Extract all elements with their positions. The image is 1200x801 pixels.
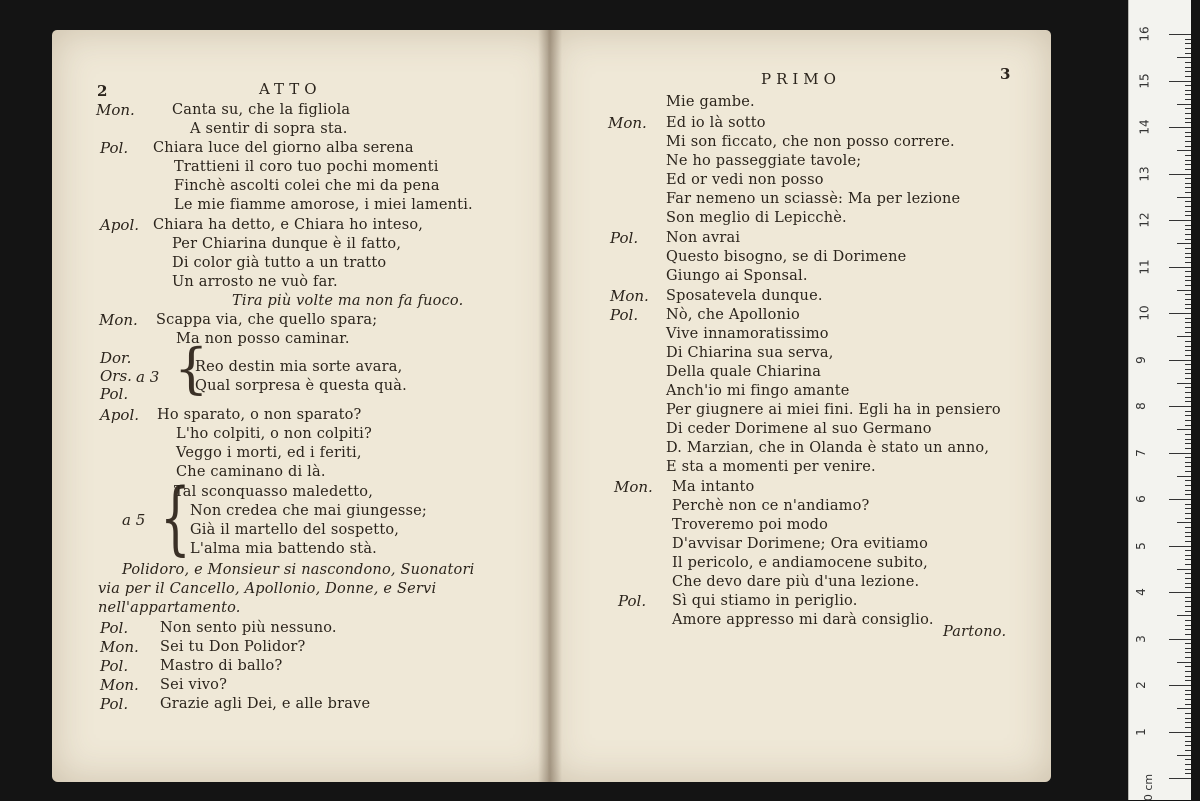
ruler-tick	[1185, 341, 1191, 342]
ruler-tick	[1185, 643, 1191, 644]
ruler-tick	[1185, 248, 1191, 249]
stage-direction: Tira più volte ma non fa fuoco.	[232, 293, 464, 309]
ruler-tick	[1177, 615, 1191, 616]
ruler-tick	[1185, 485, 1191, 486]
ruler-tick	[1185, 397, 1191, 398]
exit-direction: Partono.	[943, 624, 1007, 640]
ruler-tick	[1185, 276, 1191, 277]
ruler-tick	[1185, 76, 1191, 77]
ruler-tick	[1169, 127, 1191, 128]
verse-line: Sposatevela dunque.	[666, 288, 823, 304]
ruler-tick	[1185, 169, 1191, 170]
speaker: Apol.	[100, 406, 140, 424]
ruler-tick	[1185, 490, 1191, 491]
ruler-tick	[1185, 601, 1191, 602]
ruler-tick	[1169, 267, 1191, 268]
ruler-tick	[1185, 769, 1191, 770]
stage-direction: Polidoro, e Monsieur si nascondono, Suonatori	[122, 562, 475, 578]
ruler-tick	[1185, 508, 1191, 509]
left-page-number: 2	[97, 82, 108, 100]
ruler-number: 6	[1133, 495, 1148, 503]
ruler-tick	[1185, 699, 1191, 700]
ruler-tick	[1185, 494, 1191, 495]
ruler-tick	[1169, 34, 1191, 35]
right-page	[548, 30, 1051, 782]
ruler-tick	[1185, 253, 1191, 254]
ruler-tick	[1185, 94, 1191, 95]
verse-line: L'ho colpiti, o non colpiti?	[176, 426, 372, 442]
verse-line: Amore appresso mi darà consiglio.	[672, 612, 934, 628]
ensemble-label: a 3	[136, 368, 160, 386]
ruler-tick	[1185, 332, 1191, 333]
ruler-tick	[1185, 257, 1191, 258]
ruler-number: 8	[1133, 402, 1148, 410]
ruler-tick	[1185, 555, 1191, 556]
ruler-tick	[1185, 439, 1191, 440]
verse-line: Reo destin mia sorte avara,	[195, 359, 403, 375]
verse-line: Il pericolo, e andiamocene subito,	[672, 555, 928, 571]
ruler-number: 16	[1137, 26, 1152, 42]
ruler-tick	[1185, 620, 1191, 621]
ruler-tick	[1185, 480, 1191, 481]
verse-line: Sì qui stiamo in periglio.	[672, 593, 858, 609]
ruler-tick	[1169, 313, 1191, 314]
ruler-tick	[1185, 415, 1191, 416]
ruler-tick	[1185, 694, 1191, 695]
ensemble-label: a 5	[122, 511, 146, 529]
verse-line: Che caminano di là.	[176, 464, 326, 480]
ruler-tick	[1185, 67, 1191, 68]
ruler-tick	[1185, 378, 1191, 379]
ruler-tick	[1185, 206, 1191, 207]
ruler-tick	[1169, 406, 1191, 407]
verse-line: Per giugnere ai miei fini. Egli ha in pensiero	[666, 402, 1001, 418]
verse-line: Di ceder Dorimene al suo Germano	[666, 421, 932, 437]
verse-line: D. Marzian, che in Olanda è stato un anno,	[666, 440, 990, 456]
verse-line: Non credea che mai giungesse;	[190, 503, 428, 519]
ruler-tick	[1185, 420, 1191, 421]
ruler-number: 4	[1133, 588, 1148, 596]
ruler-tick	[1185, 53, 1191, 54]
ruler-tick	[1185, 164, 1191, 165]
ruler-tick	[1169, 81, 1191, 82]
ruler-tick	[1185, 350, 1191, 351]
verse-line: Di color già tutto a un tratto	[172, 255, 387, 271]
ruler-tick	[1169, 685, 1191, 686]
ruler-tick	[1185, 564, 1191, 565]
ruler-tick	[1185, 773, 1191, 774]
speaker: Mon.	[100, 676, 139, 694]
speaker: Pol.	[100, 139, 129, 157]
ruler-tick	[1177, 662, 1191, 663]
ruler-tick	[1185, 118, 1191, 119]
ruler-tick	[1185, 666, 1191, 667]
ruler-tick	[1185, 745, 1191, 746]
ruler-tick	[1185, 113, 1191, 114]
ruler-tick	[1185, 690, 1191, 691]
verse-line: Son meglio di Lepicchè.	[666, 210, 847, 226]
ruler-tick	[1185, 434, 1191, 435]
verse-line: Vive innamoratissimo	[666, 326, 829, 342]
ruler-tick	[1177, 522, 1191, 523]
verse-line: Per Chiarina dunque è il fatto,	[172, 236, 402, 252]
verse-line: D'avvisar Dorimene; Ora evitiamo	[672, 536, 929, 552]
ruler-tick	[1185, 764, 1191, 765]
ruler-tick	[1185, 676, 1191, 677]
verse-line: Tal sconquasso maledetto,	[174, 484, 374, 500]
ruler-tick	[1169, 499, 1191, 500]
ruler-tick	[1169, 639, 1191, 640]
ruler-tick	[1185, 155, 1191, 156]
ruler-tick	[1185, 183, 1191, 184]
verse-line: Perchè non ce n'andiamo?	[672, 498, 870, 514]
ruler-tick	[1185, 132, 1191, 133]
brace: {	[160, 471, 191, 564]
ruler-number: 11	[1137, 258, 1152, 275]
ruler-tick	[1185, 671, 1191, 672]
ruler-tick	[1185, 304, 1191, 305]
ruler-tick	[1177, 755, 1191, 756]
left-page-header: ATTO	[259, 80, 322, 98]
speaker: Mon.	[614, 478, 653, 496]
speaker: Pol.	[100, 657, 129, 675]
ruler-tick	[1185, 211, 1191, 212]
ruler-tick	[1185, 39, 1191, 40]
ruler-tick	[1177, 243, 1191, 244]
right-page-number: 3	[1000, 65, 1011, 83]
ruler-tick	[1185, 99, 1191, 100]
verse-line: Non sento più nessuno.	[160, 620, 337, 636]
ruler-number: 14	[1137, 119, 1152, 135]
ruler-number: 5	[1133, 541, 1148, 550]
verse-line: Anch'io mi fingo amante	[666, 383, 850, 399]
verse-line: Nò, che Apollonio	[666, 307, 800, 323]
ruler-tick	[1185, 727, 1191, 728]
ruler-tick	[1185, 704, 1191, 705]
ruler-tick	[1185, 583, 1191, 584]
verse-line: Scappa via, che quello spara;	[156, 312, 378, 328]
ruler-tick	[1185, 327, 1191, 328]
ruler-tick	[1169, 546, 1191, 547]
speaker: Pol.	[618, 592, 647, 610]
ruler-tick	[1185, 466, 1191, 467]
ruler-tick	[1185, 559, 1191, 560]
ruler-tick	[1185, 234, 1191, 235]
ruler-tick	[1185, 657, 1191, 658]
ruler-tick	[1185, 239, 1191, 240]
ruler-tick	[1185, 718, 1191, 719]
ruler-tick	[1185, 587, 1191, 588]
speaker: Mon.	[610, 287, 649, 305]
ruler-tick	[1185, 611, 1191, 612]
ruler-tick	[1177, 57, 1191, 58]
speaker: Pol.	[100, 619, 129, 637]
ruler-tick	[1177, 197, 1191, 198]
ruler-tick	[1177, 708, 1191, 709]
ruler-tick	[1185, 536, 1191, 537]
ruler-tick	[1185, 448, 1191, 449]
ruler-tick	[1185, 369, 1191, 370]
ruler-tick	[1169, 778, 1191, 779]
ruler-tick	[1177, 104, 1191, 105]
verse-line: Non avrai	[666, 230, 741, 246]
ruler-tick	[1185, 285, 1191, 286]
ruler-tick	[1185, 229, 1191, 230]
ruler-tick	[1185, 518, 1191, 519]
ruler-number: 10	[1137, 305, 1152, 321]
ruler-tick	[1185, 71, 1191, 72]
ruler-tick	[1177, 150, 1191, 151]
speaker: Apol.	[100, 216, 140, 234]
ruler-tick	[1169, 732, 1191, 733]
ruler-tick	[1185, 387, 1191, 388]
ruler-tick	[1185, 578, 1191, 579]
ruler-tick	[1185, 625, 1191, 626]
ruler-tick	[1185, 355, 1191, 356]
verse-line: L'alma mia battendo stà.	[190, 541, 377, 557]
verse-line: Ho sparato, o non sparato?	[157, 407, 362, 423]
ruler-number: 9	[1133, 355, 1148, 364]
ruler-tick	[1185, 48, 1191, 49]
ruler-tick	[1185, 225, 1191, 226]
ruler-tick	[1185, 85, 1191, 86]
ruler-tick	[1185, 215, 1191, 216]
ruler-tick	[1185, 364, 1191, 365]
verse-line: Ed or vedi non posso	[666, 172, 824, 188]
ruler-tick	[1185, 527, 1191, 528]
verse-line: Giungo ai Sponsal.	[666, 268, 808, 284]
verse-line: Finchè ascolti colei che mi da pena	[174, 178, 440, 194]
ruler-tick	[1185, 392, 1191, 393]
speaker: Mon.	[96, 101, 135, 119]
verse-line: Veggo i morti, ed i feriti,	[176, 445, 362, 461]
ruler-tick	[1169, 360, 1191, 361]
ruler-tick	[1185, 90, 1191, 91]
ruler-tick	[1185, 541, 1191, 542]
ruler-tick	[1185, 629, 1191, 630]
ruler-tick	[1185, 634, 1191, 635]
verse-line: Trattieni il coro tuo pochi momenti	[174, 159, 439, 175]
ruler-tick	[1185, 62, 1191, 63]
verse-line: Ma intanto	[672, 479, 755, 495]
verse-line: Troveremo poi modo	[672, 517, 829, 533]
ruler-number: 2	[1133, 681, 1148, 689]
verse-line: Della quale Chiarina	[666, 364, 822, 380]
verse-line: Un arrosto ne vuò far.	[172, 274, 338, 290]
ruler-tick	[1185, 146, 1191, 147]
speaker: Ors.	[100, 367, 132, 385]
ruler-tick	[1185, 308, 1191, 309]
ruler-tick	[1185, 736, 1191, 737]
ruler-tick	[1185, 373, 1191, 374]
ruler-tick	[1185, 462, 1191, 463]
stage-direction: nell'appartamento.	[98, 600, 241, 616]
ruler-tick	[1185, 43, 1191, 44]
ruler-tick	[1185, 652, 1191, 653]
verse-line: Mie gambe.	[666, 94, 755, 110]
ruler-tick	[1185, 322, 1191, 323]
ruler-tick	[1185, 750, 1191, 751]
ruler-tick	[1177, 476, 1191, 477]
speaker: Pol.	[610, 306, 639, 324]
ruler-tick	[1185, 532, 1191, 533]
ruler-number: 3	[1133, 634, 1148, 643]
ruler-tick	[1185, 299, 1191, 300]
ruler-tick	[1185, 713, 1191, 714]
ruler-tick	[1185, 141, 1191, 142]
ruler-tick	[1185, 471, 1191, 472]
ruler-number: 13	[1137, 165, 1152, 182]
ruler-tick	[1185, 680, 1191, 681]
speaker: Mon.	[100, 638, 139, 656]
ruler-tick	[1185, 573, 1191, 574]
speaker: Mon.	[99, 311, 138, 329]
verse-line: Che devo dare più d'una lezione.	[672, 574, 920, 590]
ruler-tick	[1185, 160, 1191, 161]
stage-direction: via per il Cancello, Apollonio, Donne, e Servi	[98, 581, 437, 597]
verse-line: Grazie agli Dei, e alle brave	[160, 696, 371, 712]
verse-line: Ne ho passeggiate tavole;	[666, 153, 862, 169]
ruler-tick	[1177, 290, 1191, 291]
speaker: Pol.	[100, 695, 129, 713]
speaker: Dor.	[100, 349, 132, 367]
ruler-tick	[1185, 280, 1191, 281]
speaker: Mon.	[608, 114, 647, 132]
ruler-tick	[1169, 174, 1191, 175]
speaker: Pol.	[610, 229, 639, 247]
measurement-ruler	[1128, 0, 1191, 800]
ruler-tick	[1185, 513, 1191, 514]
verse-line: Questo bisogno, se di Dorimene	[666, 249, 907, 265]
verse-line: Qual sorpresa è questa quà.	[195, 378, 407, 394]
verse-line: Di Chiarina sua serva,	[666, 345, 834, 361]
verse-line: Sei vivo?	[160, 677, 228, 693]
ruler-tick	[1185, 294, 1191, 295]
ruler-tick	[1169, 592, 1191, 593]
verse-line: Le mie fiamme amorose, i miei lamenti.	[174, 197, 473, 213]
verse-line: Già il martello del sospetto,	[190, 522, 400, 538]
verse-line: Sei tu Don Polidor?	[160, 639, 306, 655]
ruler-tick	[1169, 220, 1191, 221]
ruler-tick	[1185, 401, 1191, 402]
ruler-tick	[1185, 425, 1191, 426]
ruler-tick	[1185, 504, 1191, 505]
ruler-tick	[1185, 346, 1191, 347]
ruler-tick	[1185, 606, 1191, 607]
ruler-tick	[1185, 201, 1191, 202]
ruler-number: 7	[1133, 448, 1148, 457]
ruler-number: 1	[1133, 727, 1148, 736]
ruler-tick	[1177, 429, 1191, 430]
ruler-tick	[1177, 383, 1191, 384]
ruler-tick	[1185, 648, 1191, 649]
ruler-tick	[1185, 457, 1191, 458]
left-page	[52, 30, 557, 782]
ruler-tick	[1185, 722, 1191, 723]
verse-line: Ed io là sotto	[666, 115, 766, 131]
verse-line: A sentir di sopra sta.	[190, 121, 348, 137]
ruler-tick	[1185, 178, 1191, 179]
ruler-tick	[1185, 318, 1191, 319]
ruler-unit: 0 cm	[1142, 773, 1156, 801]
ruler-tick	[1185, 411, 1191, 412]
ruler-tick	[1177, 336, 1191, 337]
verse-line: Chiara luce del giorno alba serena	[153, 140, 414, 156]
ruler-tick	[1185, 597, 1191, 598]
ruler-tick	[1185, 443, 1191, 444]
verse-line: Mastro di ballo?	[160, 658, 283, 674]
verse-line: Canta su, che la figliola	[172, 102, 351, 118]
ruler-number: 15	[1137, 72, 1152, 89]
verse-line: Far nemeno un sciassè: Ma per lezione	[666, 191, 961, 207]
ruler-tick	[1185, 741, 1191, 742]
verse-line: Ma non posso caminar.	[176, 331, 350, 347]
verse-line: Chiara ha detto, e Chiara ho inteso,	[153, 217, 424, 233]
ruler-tick	[1185, 192, 1191, 193]
ruler-tick	[1185, 108, 1191, 109]
ruler-tick	[1185, 187, 1191, 188]
verse-line: E sta a momenti per venire.	[666, 459, 876, 475]
ruler-tick	[1177, 569, 1191, 570]
ruler-tick	[1185, 136, 1191, 137]
ruler-tick	[1185, 262, 1191, 263]
ruler-number: 12	[1137, 212, 1152, 228]
brace: {	[174, 337, 209, 400]
ruler-tick	[1185, 759, 1191, 760]
ruler-tick	[1185, 122, 1191, 123]
speaker: Pol.	[100, 385, 129, 403]
book-gutter	[538, 30, 562, 782]
ruler-tick	[1185, 550, 1191, 551]
ruler-tick	[1169, 453, 1191, 454]
right-page-header: PRIMO	[761, 70, 841, 88]
verse-line: Mi son ficcato, che non posso correre.	[666, 134, 955, 150]
ruler-tick	[1185, 271, 1191, 272]
